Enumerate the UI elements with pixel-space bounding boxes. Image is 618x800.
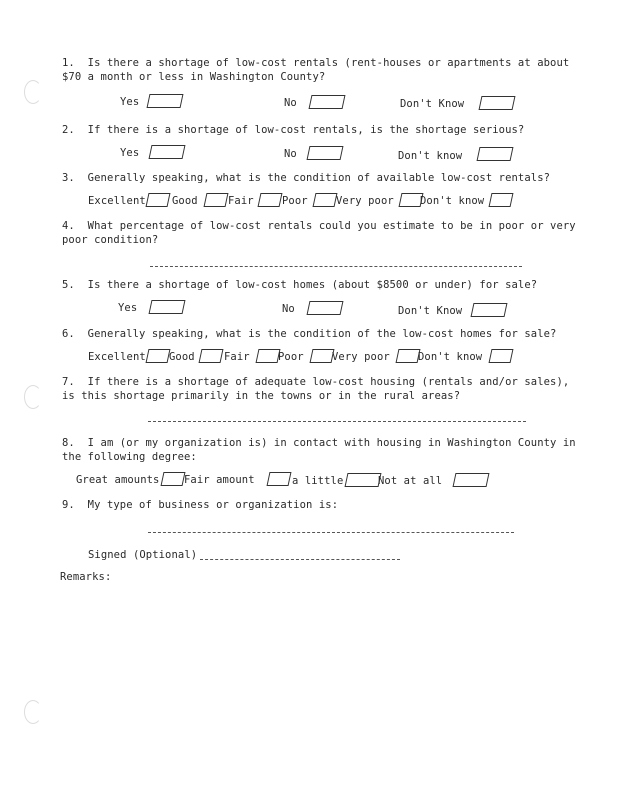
q3-fair-checkbox[interactable] [258, 193, 283, 207]
q3-poor-label: Poor [282, 195, 308, 207]
q5-no-label: No [282, 303, 295, 315]
punch-hole-mark [24, 385, 42, 409]
q9-answer-line[interactable] [148, 532, 514, 533]
q6-dontknow-checkbox[interactable] [489, 349, 514, 363]
q2-dontknow-checkbox[interactable] [477, 147, 514, 161]
q1-dontknow-label: Don't Know [400, 98, 465, 110]
question-7-text-cont: is this shortage primarily in the towns or in the rural areas? [62, 390, 461, 402]
q6-poor-checkbox[interactable] [310, 349, 335, 363]
q8-little-label: a little [292, 475, 344, 487]
q5-no-checkbox[interactable] [307, 301, 344, 315]
q5-dontknow-checkbox[interactable] [471, 303, 508, 317]
question-3-text: 3. Generally speaking, what is the condition of available low-cost rentals? [62, 172, 551, 184]
punch-hole-mark [24, 700, 42, 724]
question-4-text-cont: poor condition? [62, 234, 159, 246]
q2-no-checkbox[interactable] [307, 146, 344, 160]
question-1-text-cont: $70 a month or less in Washington County? [62, 71, 326, 83]
question-1-text: 1. Is there a shortage of low-cost rentals (rent-houses or apartments at about [62, 57, 570, 69]
q6-verypoor-label: Very poor [332, 351, 390, 363]
q7-answer-line[interactable] [148, 421, 526, 422]
q3-verypoor-label: Very poor [336, 195, 394, 207]
q3-poor-checkbox[interactable] [313, 193, 338, 207]
q6-good-label: Good [169, 351, 195, 363]
question-7-text: 7. If there is a shortage of adequate low-cost housing (rentals and/or sales), [62, 376, 570, 388]
q1-dontknow-checkbox[interactable] [479, 96, 516, 110]
q8-great-label: Great amounts [76, 474, 160, 486]
q3-fair-label: Fair [228, 195, 254, 207]
q8-fair-checkbox[interactable] [267, 472, 292, 486]
q3-dontknow-checkbox[interactable] [489, 193, 514, 207]
q1-no-label: No [284, 97, 297, 109]
question-9-text: 9. My type of business or organization is: [62, 499, 339, 511]
signed-label: Signed (Optional) [88, 549, 198, 561]
q4-answer-line[interactable] [150, 266, 522, 267]
signature-line[interactable] [200, 559, 400, 560]
question-4-text: 4. What percentage of low-cost rentals could you estimate to be in poor or very [62, 220, 576, 232]
q2-dontknow-label: Don't know [398, 150, 463, 162]
q5-yes-checkbox[interactable] [149, 300, 186, 314]
q3-excellent-label: Excellent [88, 195, 146, 207]
q6-fair-label: Fair [224, 351, 250, 363]
q8-little-checkbox[interactable] [345, 473, 382, 487]
q1-yes-checkbox[interactable] [147, 94, 184, 108]
q6-poor-label: Poor [278, 351, 304, 363]
q2-yes-label: Yes [120, 147, 140, 159]
q5-dontknow-label: Don't Know [398, 305, 463, 317]
question-2-text: 2. If there is a shortage of low-cost rentals, is the shortage serious? [62, 124, 525, 136]
q8-notatall-checkbox[interactable] [453, 473, 490, 487]
q8-fair-label: Fair amount [184, 474, 255, 486]
q2-yes-checkbox[interactable] [149, 145, 186, 159]
q2-no-label: No [284, 148, 297, 160]
q3-dontknow-label: Don't know [420, 195, 485, 207]
q6-excellent-label: Excellent [88, 351, 146, 363]
q1-yes-label: Yes [120, 96, 140, 108]
q3-good-checkbox[interactable] [204, 193, 229, 207]
q8-great-checkbox[interactable] [161, 472, 186, 486]
q6-good-checkbox[interactable] [199, 349, 224, 363]
q8-notatall-label: Not at all [378, 475, 443, 487]
q5-yes-label: Yes [118, 302, 138, 314]
punch-hole-mark [24, 80, 42, 104]
q1-no-checkbox[interactable] [309, 95, 346, 109]
q3-good-label: Good [172, 195, 198, 207]
question-8-text-cont: the following degree: [62, 451, 197, 463]
q3-excellent-checkbox[interactable] [146, 193, 171, 207]
remarks-label: Remarks: [60, 571, 112, 583]
question-5-text: 5. Is there a shortage of low-cost homes (about $8500 or under) for sale? [62, 279, 538, 291]
q6-dontknow-label: Don't know [418, 351, 483, 363]
question-6-text: 6. Generally speaking, what is the condition of the low-cost homes for sale? [62, 328, 557, 340]
q6-fair-checkbox[interactable] [256, 349, 281, 363]
question-8-text: 8. I am (or my organization is) in contact with housing in Washington County in [62, 437, 576, 449]
q6-verypoor-checkbox[interactable] [396, 349, 421, 363]
q6-excellent-checkbox[interactable] [146, 349, 171, 363]
